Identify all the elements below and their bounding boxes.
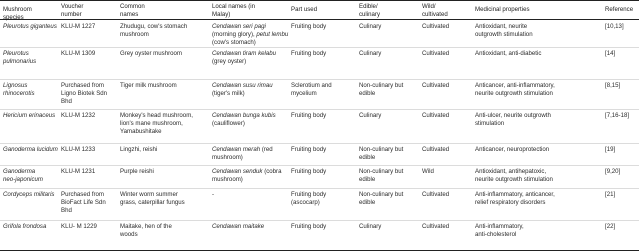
local-name-fragment: Cendawan susu rimau — [212, 82, 273, 89]
cell-species: Grifola frondosa — [3, 223, 47, 230]
cell-voucher: KLU-M 1233 — [61, 146, 96, 153]
header-medicinal: Medicinal properties — [475, 6, 530, 13]
cell-local-names — [212, 112, 290, 128]
cell-species: Lignosus rhinocerotis — [3, 82, 35, 97]
cell-part-used: Fruiting body — [291, 168, 327, 175]
cell-common-names: Tiger milk mushroom — [120, 82, 177, 89]
cell-medicinal: Anti-ulcer, neurite outgrowth stimulation — [475, 112, 551, 127]
row-divider — [0, 109, 639, 110]
local-name-fragment: (cauliflower) — [212, 120, 245, 127]
cell-edible: Non-culinary but edible — [359, 168, 404, 183]
local-name-fragment: (cow's stomach) — [212, 39, 256, 46]
cell-part-used: Fruiting body — [291, 112, 327, 119]
cell-local-names — [212, 23, 290, 47]
cell-part-used: Fruiting body — [291, 50, 327, 57]
header-common: Common names — [120, 3, 145, 18]
cell-common-names: Lingzhi, reishi — [120, 146, 158, 153]
cell-local-names — [212, 191, 290, 199]
cell-species: Hericium erinaceus — [3, 112, 56, 119]
local-name-fragment: Cendawan senduk — [212, 168, 263, 175]
cell-species: Pleurotus pulmonarius — [3, 50, 37, 65]
cell-wild: Cultivated — [422, 112, 450, 119]
local-name-fragment: (red mushroom) — [212, 146, 273, 161]
header-reference: Reference — [605, 6, 634, 13]
local-name-fragment: Cendawan merah — [212, 146, 261, 153]
header-edible: Edible/ culinary — [359, 3, 380, 18]
cell-common-names: Winter worm summer grass, caterpillar fungus — [120, 191, 185, 206]
cell-wild: Cultivated — [422, 82, 450, 89]
cell-part-used: Fruiting body — [291, 146, 327, 153]
cell-edible: Non-culinary but edible — [359, 82, 404, 97]
cell-voucher: KLU-M 1227 — [61, 23, 96, 30]
local-name-fragment: petut — [256, 31, 270, 38]
header-species: Mushroom species — [3, 6, 32, 21]
local-name-fragment: - — [212, 191, 215, 198]
header-voucher: Voucher number — [61, 3, 84, 18]
row-divider — [0, 47, 639, 48]
header-wild: Wild/ cultivated — [422, 3, 448, 18]
cell-part-used: Sclerotium and mycelium — [291, 82, 332, 97]
cell-voucher: KLU-M 1231 — [61, 168, 96, 175]
cell-voucher: Purchased from BioFact Life Sdn Bhd — [61, 191, 106, 214]
local-name-fragment: (cobra mushroom) — [212, 168, 282, 183]
cell-local-names — [212, 146, 290, 162]
cell-common-names: Zhudugu, cow's stomach mushroom — [120, 23, 188, 38]
header-local: Local names (in Malay) — [212, 3, 256, 18]
cell-voucher: KLU-M 1232 — [61, 112, 96, 119]
header-part: Part used — [291, 6, 318, 13]
local-name-fragment: Cendawan bunga kubis — [212, 112, 276, 119]
cell-common-names: Monkey's head mushroom, lion's mane mushroom, Yamabushitake — [120, 112, 193, 135]
cell-wild: Cultivated — [422, 146, 450, 153]
cell-common-names: Maitake, hen of the woods — [120, 223, 172, 238]
local-name-fragment: Cendawan tiram kelabu — [212, 50, 277, 57]
cell-reference: [19] — [605, 146, 616, 153]
cell-reference: [21] — [605, 191, 616, 198]
cell-reference: [10,13] — [605, 23, 624, 30]
cell-medicinal: Anticancer, anti-inflammatory, neurite outgrowth stimulation — [475, 82, 555, 97]
cell-species: Ganoderma neo-japonicum — [3, 168, 43, 183]
cell-medicinal: Anticancer, neuroprotection — [475, 146, 550, 153]
row-divider — [0, 188, 639, 189]
cell-wild: Cultivated — [422, 50, 450, 57]
cell-voucher: Purchased from Ligno Biotek Sdn Bhd — [61, 82, 108, 105]
cell-local-names — [212, 82, 290, 98]
local-name-fragment: lembu — [271, 31, 289, 38]
cell-wild: Wild — [422, 168, 434, 175]
cell-medicinal: Anti-inflammatory, anti-cholesterol — [475, 223, 524, 238]
cell-wild: Cultivated — [422, 23, 450, 30]
cell-part-used: Fruiting body (ascocarp) — [291, 191, 327, 206]
cell-reference: [9,20] — [605, 168, 621, 175]
header-rule — [0, 19, 639, 20]
cell-part-used: Fruiting body — [291, 223, 327, 230]
cell-reference: [7,16-18] — [605, 112, 630, 119]
cell-edible: Culinary — [359, 223, 382, 230]
top-rule — [0, 0, 639, 1]
cell-local-names — [212, 223, 290, 231]
cell-species: Pleurotus giganteus — [3, 23, 57, 30]
local-name-fragment: (tiger's milk) — [212, 90, 245, 97]
local-name-fragment: Cendawan maitake — [212, 223, 265, 230]
cell-edible: Culinary — [359, 112, 382, 119]
cell-wild: Cultivated — [422, 223, 450, 230]
local-name-fragment: (morning glory), — [212, 31, 257, 38]
cell-edible: Culinary — [359, 50, 382, 57]
cell-species: Cordyceps militaris — [3, 191, 55, 198]
cell-reference: [8,15] — [605, 82, 621, 89]
local-name-fragment: Cendawan seri pagi — [212, 23, 266, 30]
cell-edible: Non-culinary but edible — [359, 146, 404, 161]
cell-local-names — [212, 168, 290, 184]
cell-local-names — [212, 50, 290, 66]
row-divider — [0, 79, 639, 80]
cell-medicinal: Antioxidant, neurite outgrowth stimulation — [475, 23, 533, 38]
cell-edible: Non-culinary but edible — [359, 191, 404, 206]
cell-wild: Cultivated — [422, 191, 450, 198]
row-divider — [0, 165, 639, 166]
cell-species: Ganoderma lucidum — [3, 146, 58, 153]
cell-common-names: Purple reishi — [120, 168, 154, 175]
cell-voucher: KLU-M 1309 — [61, 50, 96, 57]
cell-medicinal: Antioxidant, anti-diabetic — [475, 50, 542, 57]
cell-reference: [14] — [605, 50, 616, 57]
cell-edible: Culinary — [359, 23, 382, 30]
cell-medicinal: Antioxidant, antihepatoxic, neurite outgrowth stimulation — [475, 168, 553, 183]
cell-voucher: KLU- M 1229 — [61, 223, 97, 230]
cell-common-names: Grey oyster mushroom — [120, 50, 182, 57]
row-divider — [0, 220, 639, 221]
cell-part-used: Fruiting body — [291, 23, 327, 30]
row-divider — [0, 143, 639, 144]
local-name-fragment: (grey oyster) — [212, 58, 247, 65]
cell-medicinal: Anti-inflammatory, anticancer, relief respiratory disorders — [475, 191, 555, 206]
cell-reference: [22] — [605, 223, 616, 230]
